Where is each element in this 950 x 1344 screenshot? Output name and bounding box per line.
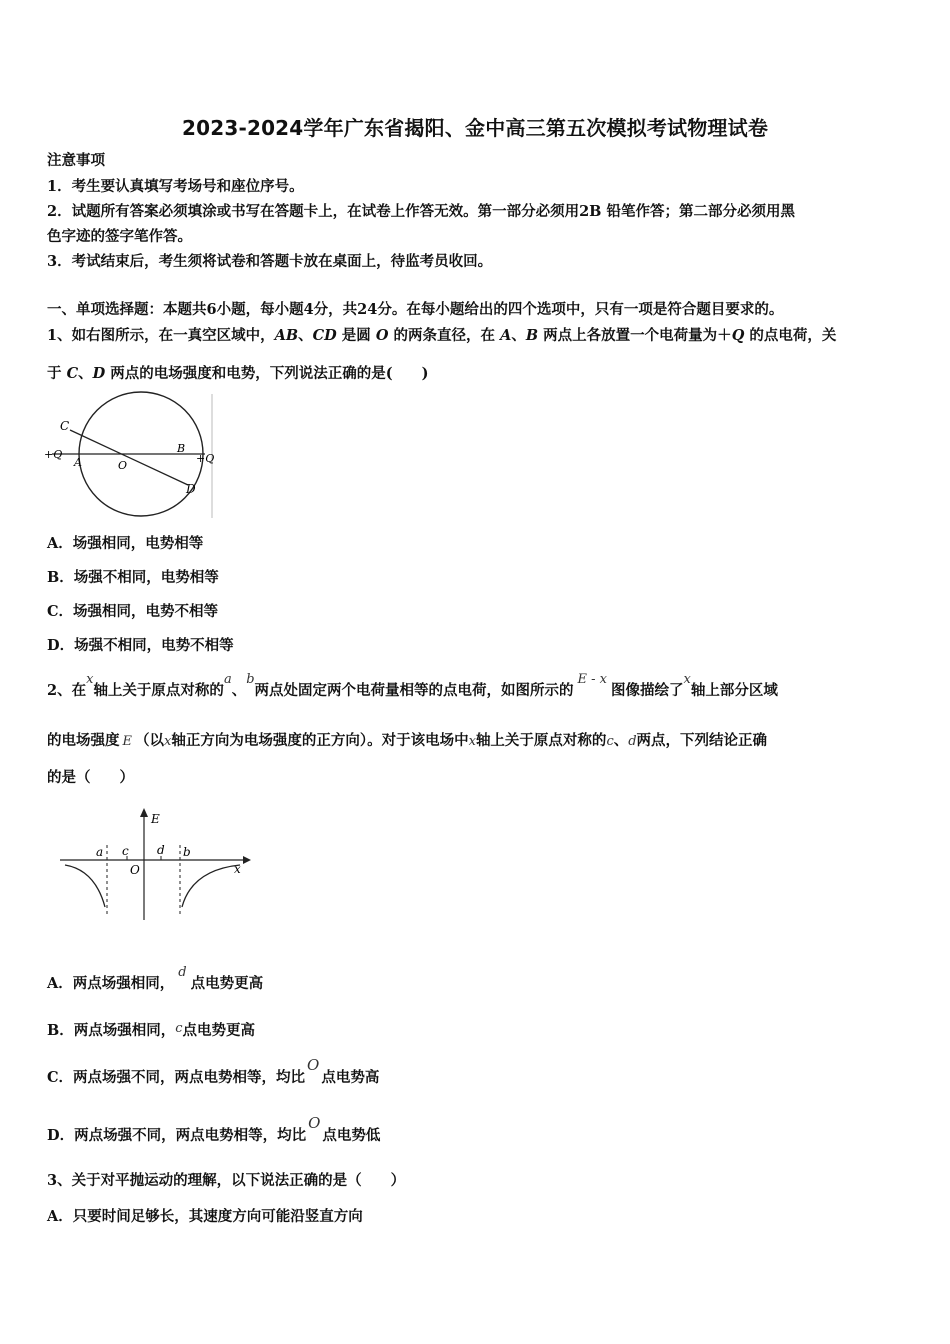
label-left-charge: +Q [44,448,63,461]
label-C: C [60,419,70,433]
notice-2-cont: 色字迹的签字笔作答。 [47,228,192,245]
label-D: D [186,482,196,496]
q1-option-a[interactable]: A．场强相同，电势相等 [47,535,204,552]
q2-option-b[interactable]: B．两点场强相同，c点电势更高 [47,1021,256,1039]
page-title: 2023-2024学年广东省揭阳、金中高三第五次模拟考试物理试卷 [181,116,769,140]
label-A: A [74,456,82,469]
q3-option-a[interactable]: A．只要时间足够长，其速度方向可能沿竖直方向 [47,1208,363,1225]
label-E: E [151,812,160,826]
label-B: B [177,442,186,455]
label-c: c [122,844,129,858]
label-x: x [234,862,241,876]
notice-2: 2．试题所有答案必须填涂或书写在答题卡上，在试卷上作答无效。第一部分必须用2B 铅笔作答；第二部分必须用黑 [47,203,795,220]
q2-option-c[interactable]: C．两点场强不同，两点电势相等，均比O点电势高 [47,1056,380,1086]
q2-option-d[interactable]: D．两点场强不同，两点电势相等，均比O点电势低 [47,1114,381,1144]
label-right-charge: +Q [196,452,215,465]
q1-stem-line2: 于 C、D 两点的电场强度和电势，下列说法正确的是( ) [47,365,429,382]
q2-stem-line2: 的电场强度 E （以x轴正方向为电场强度的正方向）。对于该电场中x轴上关于原点对称的c、d两点，下列结论正确 [47,732,768,749]
label-b: b [183,845,191,859]
q2-stem-line3: 的是（ ） [47,769,134,786]
label-O: O [130,863,140,877]
q1-stem-line1: 1、如右图所示，在一真空区域中，AB、CD 是圆 O 的两条直径，在 A、B 两点上各放置一个电荷量为＋Q 的点电荷，关 [47,327,837,344]
label-O: O [118,459,128,472]
q1-option-b[interactable]: B．场强不相同，电势相等 [47,569,219,586]
q3-stem: 3、关于对平抛运动的理解，以下说法正确的是（ ） [47,1172,406,1189]
notice-heading: 注意事项 [47,152,105,169]
label-d: d [157,843,165,857]
q1-option-d[interactable]: D．场强不相同，电势不相等 [47,637,234,654]
notice-3: 3．考试结束后，考生须将试卷和答题卡放在桌面上，待监考员收回。 [47,253,493,270]
q2-option-a[interactable]: A．两点场强相同，d点电势更高 [47,965,264,992]
q2-stem-line1: 2、在x轴上关于原点对称的a、b两点处固定两个电荷量相等的点电荷，如图所示的E - x图像描绘了x轴上部分区域 [47,672,778,699]
label-a: a [96,845,104,859]
q2-ex-graph [55,805,255,930]
q1-option-c[interactable]: C．场强相同，电势不相等 [47,603,219,620]
notice-1: 1．考生要认真填写考场号和座位序号。 [47,178,304,195]
q1-circle-figure [40,390,220,525]
section-heading: 一、单项选择题：本题共6小题，每小题4分，共24分。在每小题给出的四个选项中，只有一项是符合题目要求的。 [47,301,784,318]
